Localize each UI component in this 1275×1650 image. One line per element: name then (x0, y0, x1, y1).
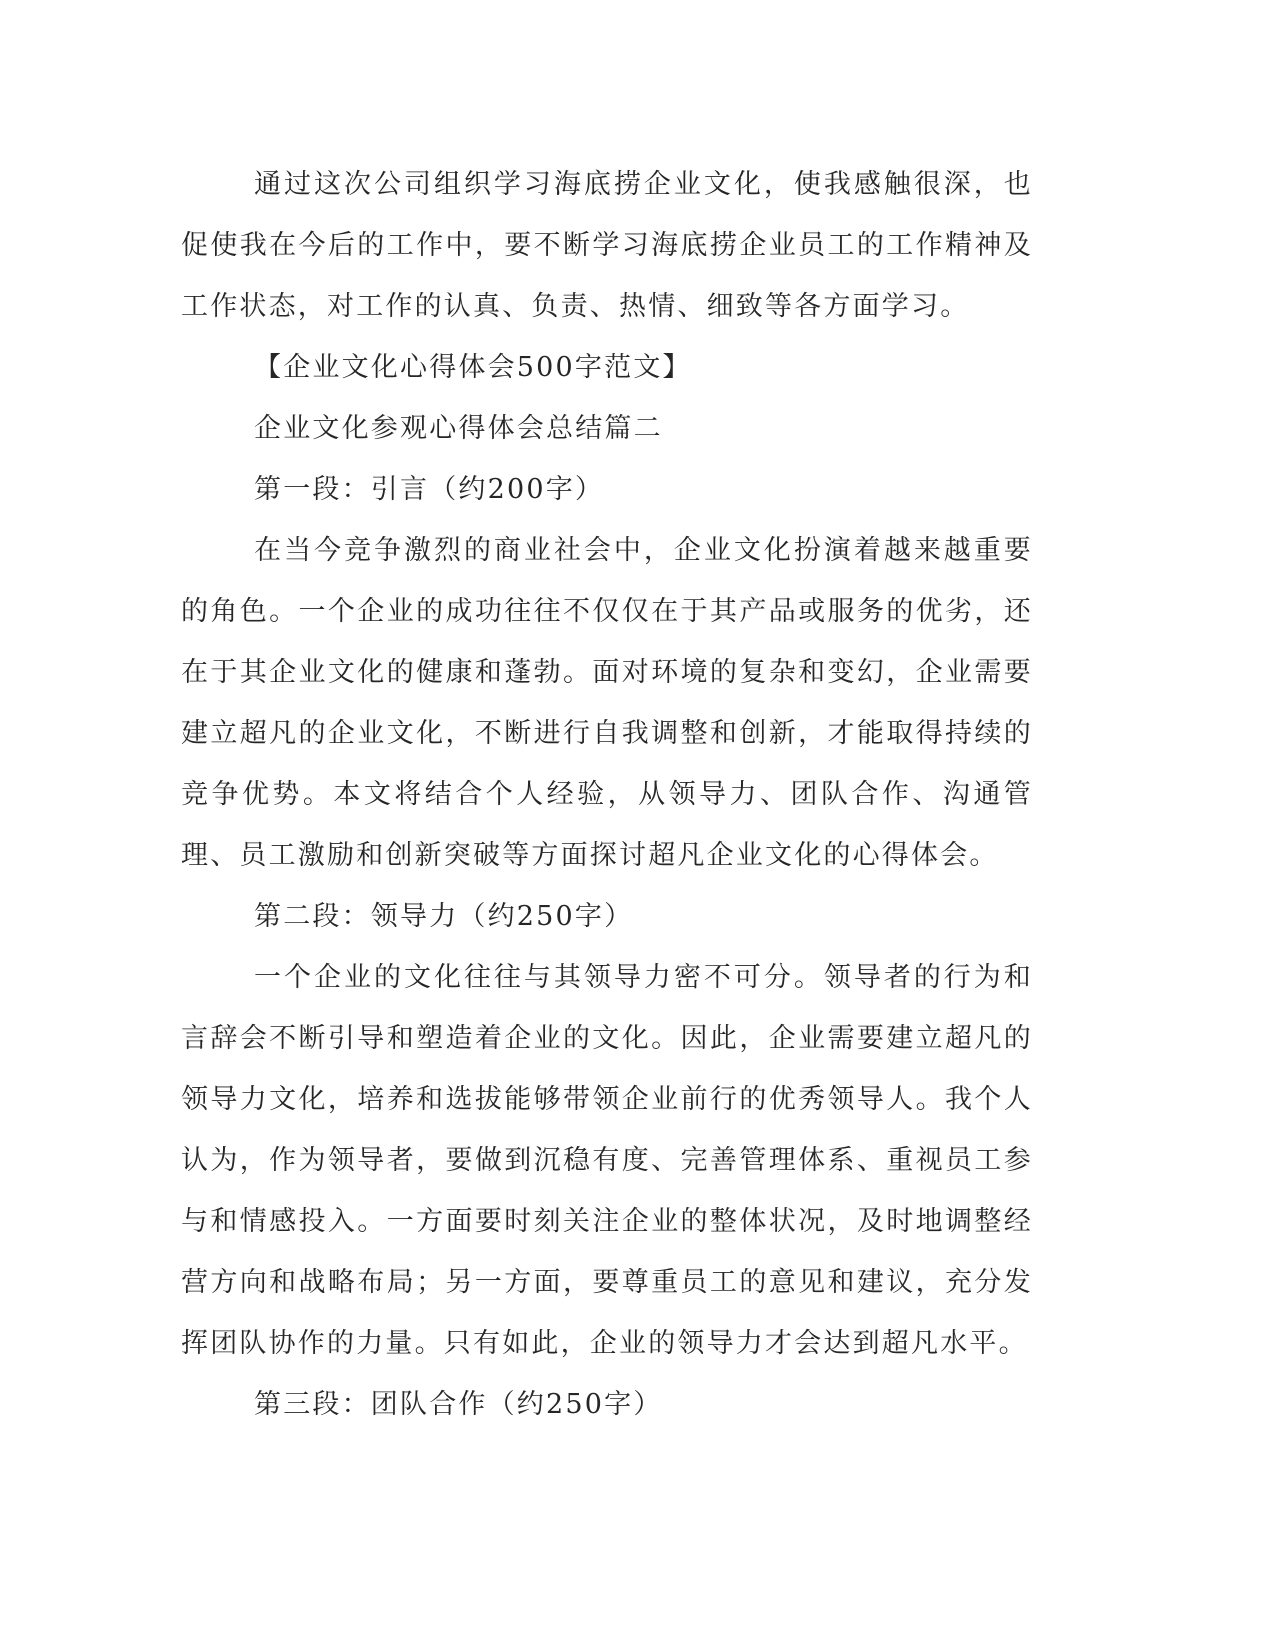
section-heading-1: 第一段：引言（约200字） (254, 474, 605, 505)
section-heading-3: 第三段：团队合作（约250字） (254, 1389, 663, 1420)
paragraph-intro: 通过这次公司组织学习海底捞企业文化，使我感触很深，也促使我在今后的工作中，要不断学习海底捞企业员工的工作精神及工作状态，对工作的认真、负责、热情、细致等各方面学习。 (181, 169, 1033, 322)
section-title-sample: 【企业文化心得体会500字范文】 (254, 352, 692, 383)
paragraph-leadership: 一个企业的文化往往与其领导力密不可分。领导者的行为和言辞会不断引导和塑造着企业的文化。因此，企业需要建立超凡的领导力文化，培养和选拔能够带领企业前行的优秀领导人。我个人认为，作为领导者，要做到沉稳有度、完善管理体系、重视员工参与和情感投入。一方面要时刻关注企业的整体状况，及时地调整经营方向和战略布局；另一方面，要尊重员工的意见和建议，充分发挥团队协作的力量。只有如此，企业的领导力才会达到超凡水平。 (181, 962, 1033, 1359)
paragraph-introduction: 在当今竞争激烈的商业社会中，企业文化扮演着越来越重要的角色。一个企业的成功往往不仅仅在于其产品或服务的优劣，还在于其企业文化的健康和蓬勃。面对环境的复杂和变幻，企业需要建立超凡的企业文化，不断进行自我调整和创新，才能取得持续的竞争优势。本文将结合个人经验，从领导力、团队合作、沟通管理、员工激励和创新突破等方面探讨超凡企业文化的心得体会。 (181, 535, 1033, 871)
article-title: 企业文化参观心得体会总结篇二 (254, 413, 663, 444)
document-body (181, 154, 1033, 1435)
section-heading-2: 第二段：领导力（约250字） (254, 901, 634, 932)
